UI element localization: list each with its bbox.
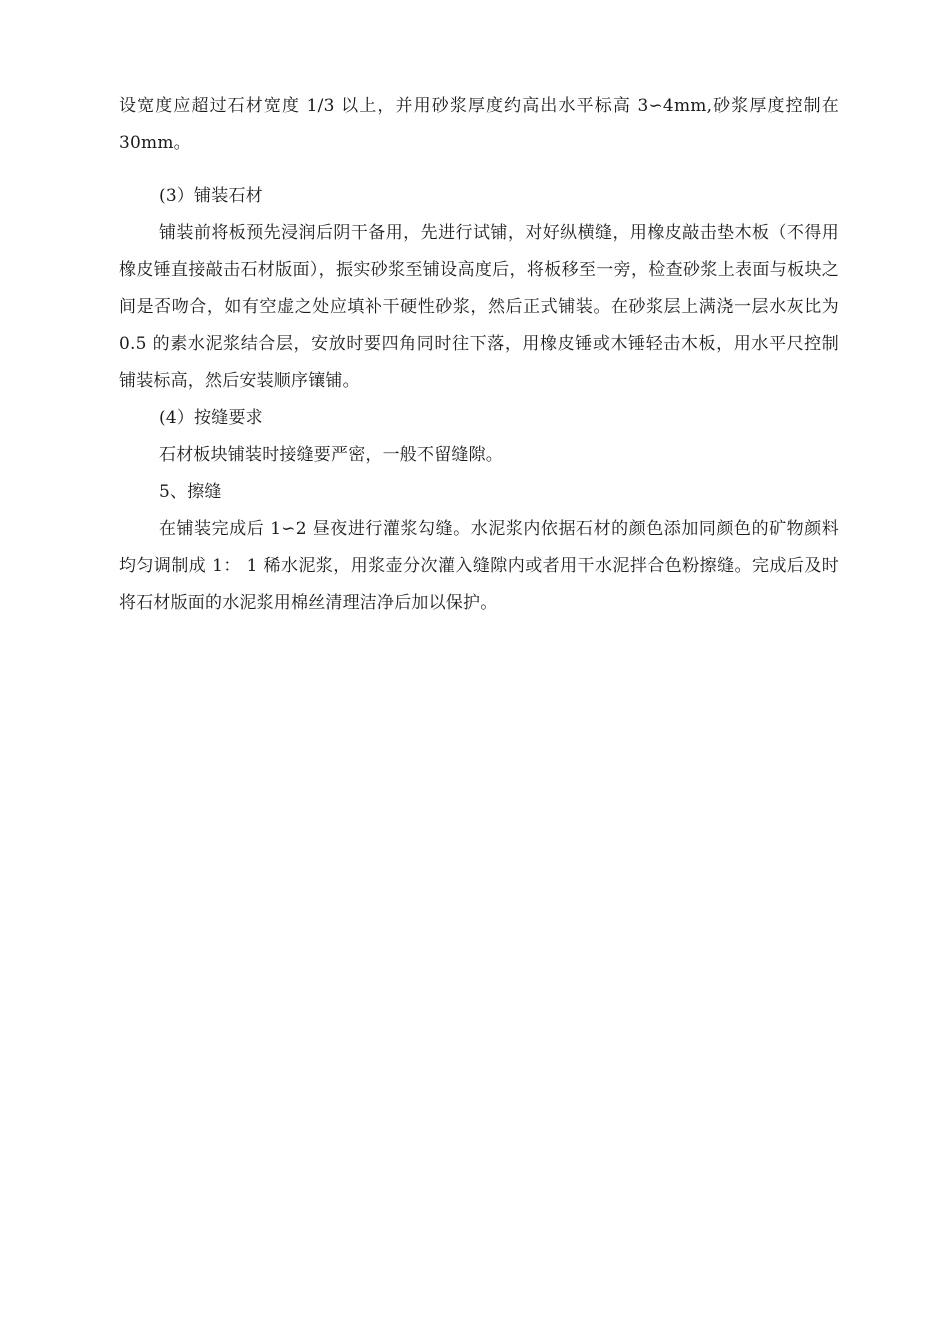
paragraph-continuation: 设宽度应超过石材宽度 1/3 以上，并用砂浆厚度约高出水平标高 3∽4mm,砂浆厚度控制在 30mm。 <box>119 96 839 153</box>
heading-joint-requirements: (4）按缝要求 <box>159 408 263 428</box>
heading-paving-stone: (3）铺装石材 <box>159 186 263 206</box>
paragraph-grouting: 在铺装完成后 1∽2 昼夜进行灌浆勾缝。水泥浆内依据石材的颜色添加同颜色的矿物颜料均匀调制成 1： 1 稀水泥浆，用浆壶分次灌入缝隙内或者用干水泥拌合色粉擦缝。完成后及时将石材版面的水泥浆用棉丝清理洁净后加以保护。 <box>119 519 839 613</box>
paragraph-joint-requirements: 石材板块铺装时接缝要严密，一般不留缝隙。 <box>159 445 503 465</box>
heading-grouting: 5、擦缝 <box>159 482 222 502</box>
document-body <box>119 88 839 622</box>
paragraph-paving-stone: 铺装前将板预先浸润后阴干备用，先进行试铺，对好纵横缝，用橡皮敲击垫木板（不得用橡皮锤直接敲击石材版面），振实砂浆至铺设高度后，将板移至一旁，检查砂浆上表面与板块之间是否吻合，如有空虚之处应填补干硬性砂浆，然后正式铺装。在砂浆层上满浇一层水灰比为 0.5 的素水泥浆结合层，安放时要四角同时往下落，用橡皮锤或木锤轻击木板，用水平尺控制铺装标高，然后安装顺序镶铺。 <box>119 223 839 391</box>
paragraph-gap <box>119 162 839 178</box>
